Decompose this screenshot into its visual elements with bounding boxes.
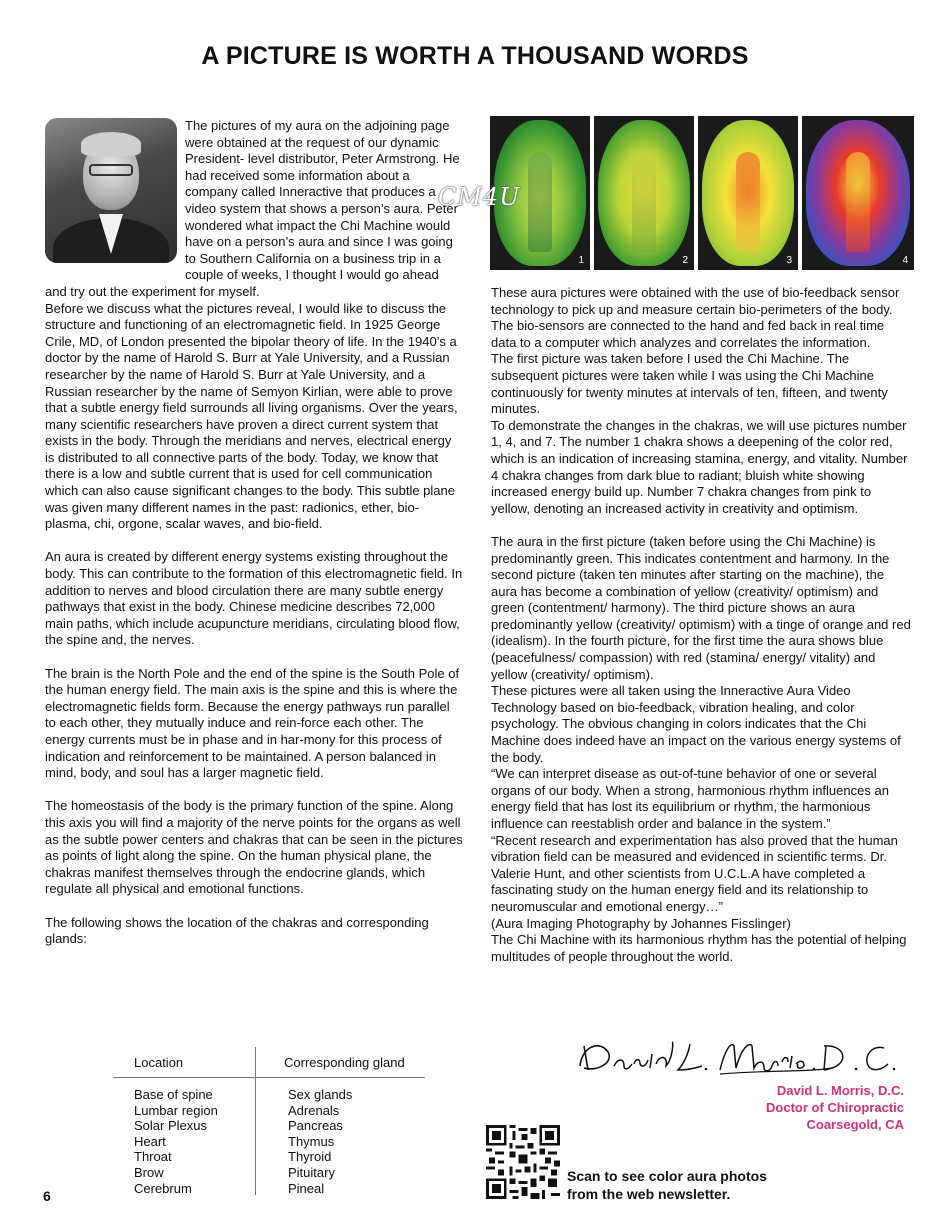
- body-paragraph: To demonstrate the changes in the chakras, we will use pictures number 1, 4, and 7. The number 1 chakra shows a deepening of the color red, which is an indication of increasing stamina, energy, and vitality. Number 4 chakra changes from dark blue to radiant; bluish white showing increased energy build up. Number 7 chakra changes from pink to yellow, denoting an increased activity in creativity and optimism.: [491, 417, 908, 516]
- table-cell: Throat: [134, 1149, 172, 1165]
- table-cell: Brow: [134, 1164, 164, 1180]
- page-number: 6: [43, 1188, 51, 1204]
- author-signature-block: [766, 1082, 904, 1133]
- quote-paragraph: “We can interpret disease as out-of-tune behavior of one or several organs of our body. When a strong, harmonious rhythm influences an energy field that has lost its equilibrium or rhythm, the harmonious influence can reestablish order and balance in the system.”: [491, 766, 889, 831]
- body-paragraph: These aura pictures were obtained with the use of bio-feedback sensor technology to pick up and measure certain bio-perimeters of the body. The bio-sensors are connected to the hand and fed back in real time data to a computer which analyzes and correlates the information.: [491, 285, 900, 350]
- body-paragraph: The aura in the first picture (taken before using the Chi Machine) is predominantly green. This indicates contentment and harmony. In the second picture (taken ten minutes after starting on the machine), the aura has become a combination of yellow (creativity/ optimism) and green (contentment/ harmony). The third picture shows an aura predominantly yellow (creativity/ optimism) with a tinge of orange and red (idealism). In the fourth picture, for the first time the aura shows blue (peacefulness/ compassion) with red (stamina/ energy/ vitality) and yellow (creativity/ optimism).: [491, 533, 911, 682]
- table-cell: Base of spine: [134, 1087, 213, 1102]
- page-title: A PICTURE IS WORTH A THOUSAND WORDS: [201, 42, 749, 70]
- intro-paragraph: The pictures of my aura on the adjoining page were obtained at the request of our dynamic President- level distributor, Peter Armstrong. He had received some information about a company called Inneractive that produces a video system that shows a person’s aura. Peter wondered what impact the Chi Machine would have on a person’s aura and since I was going to Southern California on a business trip in a couple of weeks, I thought I would go ahead and try out the experiment for myself.: [45, 118, 460, 299]
- table-header-location: Location: [134, 1055, 184, 1070]
- watermark: CM4U: [438, 183, 521, 211]
- body-paragraph: The homeostasis of the body is the primary function of the spine. Along this axis you will find a majority of the nerve points for the organs as well as the subtle power centers and chakras that can be seen in the pictures as points of light along the spine. On the human physical plane, the chakras manifest themselves through the endocrine glands, which regulate all physical and emotional functions.: [45, 798, 463, 897]
- photo-number: 2: [682, 255, 688, 266]
- qr-caption-line: Scan to see color aura photos: [567, 1168, 767, 1184]
- table-cell: Solar Plexus: [134, 1118, 207, 1134]
- author-role: Doctor of Chiropractic: [766, 1100, 904, 1115]
- aura-photo: [594, 116, 694, 270]
- table-header-gland: Corresponding gland: [284, 1055, 405, 1070]
- author-portrait: [45, 118, 177, 263]
- aura-photo-strip: [490, 116, 914, 270]
- table-cell: Pancreas: [288, 1118, 343, 1134]
- table-divider: [113, 1077, 425, 1078]
- qr-caption: [567, 1167, 767, 1203]
- body-paragraph: The Chi Machine with its harmonious rhythm has the potential of helping multitudes of people throughout the world.: [491, 932, 907, 964]
- handwritten-signature: [570, 1032, 910, 1080]
- quote-paragraph: “Recent research and experimentation has also proved that the human vibration field can be measured and evidenced in scientific terms. Dr. Valerie Hunt, and other scientists from U.C.L.A have completed a fascinating study on the human energy field and its relationship to neuromuscular and emotional energy…”: [491, 832, 898, 914]
- body-paragraph: These pictures were all taken using the Inneractive Aura Video Technology based on bio-feedback, vibration healing, and color psychology. The obvious changing in colors indicates that the Chi Machine does indeed have an impact on the various energy systems of the body.: [491, 683, 901, 765]
- aura-photo: [802, 116, 914, 270]
- table-cell: Thymus: [288, 1133, 335, 1149]
- photo-number: 3: [786, 255, 792, 266]
- table-cell: Sex glands: [288, 1087, 353, 1102]
- right-column: [491, 285, 911, 965]
- qr-code-icon[interactable]: [486, 1125, 560, 1199]
- photo-number: 1: [578, 255, 584, 266]
- table-cell: Pituitary: [288, 1164, 335, 1180]
- author-location: Coarsegold, CA: [806, 1117, 904, 1132]
- table-cell: Heart: [134, 1133, 166, 1149]
- body-paragraph: The brain is the North Pole and the end of the spine is the South Pole of the human energy field. The main axis is the spine and this is where the electromagnetic fields form. Because the energy pathways run parallel to each other, they mutually induce and rein-force each other. The energy currents must be in phase and in har-mony for this process of indication and reinforcement to be maintained. A person balanced in mind, body, and soul has a larger magnetic field.: [45, 665, 460, 781]
- location-column: [134, 1087, 218, 1196]
- body-paragraph: Before we discuss what the pictures reveal, I would like to discuss the structure and functioning of an electromagnetic field. In 1925 George Crile, MD, of London presented the bipolar theory of life. In the 1940’s a doctor by the name of Harold S. Burr at Yale University, and a Russian researcher by the name of Harold S. Burr at Yale University, and a Russian researcher by the name of Semyon Kirlian, were able to prove that a subtle energy field surrounds all living organisms. Over the years, many scientific researchers have proven a direct current system that exists in the body. Through the meridians and nerves, electrical energy is distributed to all connective parts of the body. Today, we know that there is a low and subtle current that is used for cell communication which can also cause significant changes to the body. This subtle plane was given many different names in the past: radionics, ether, bio-plasma, chi, orgone, scalar waves, and bio-field.: [45, 300, 458, 532]
- table-cell: Pineal: [288, 1180, 325, 1196]
- photo-number: 4: [902, 255, 908, 266]
- gland-column: [288, 1087, 352, 1196]
- aura-photo: [698, 116, 798, 270]
- body-paragraph: The following shows the location of the chakras and corresponding glands:: [45, 914, 429, 947]
- body-paragraph: An aura is created by different energy systems existing throughout the body. This can contribute to the formation of this electromagnetic field. In addition to nerves and blood circulation there are many subtle energy pathways that exist in the body. Chinese medicine describes 72,000 main paths, which include acupuncture meridians, circulating blood flow, the spine and, the nerves.: [45, 549, 463, 648]
- body-paragraph: The first picture was taken before I used the Chi Machine. The subsequent pictures were taken while I was using the Chi Machine continuously for twenty minutes at intervals of ten, fifteen, and twenty minutes.: [491, 351, 888, 417]
- table-divider: [255, 1047, 256, 1195]
- table-cell: Adrenals: [288, 1102, 340, 1118]
- table-cell: Cerebrum: [134, 1180, 192, 1196]
- left-column: [45, 118, 463, 948]
- author-name: David L. Morris, D.C.: [776, 1083, 904, 1098]
- table-cell: Thyroid: [288, 1149, 332, 1165]
- qr-caption-line: from the web newsletter.: [567, 1186, 731, 1202]
- citation: (Aura Imaging Photography by Johannes Fisslinger): [491, 915, 791, 931]
- table-cell: Lumbar region: [134, 1102, 218, 1118]
